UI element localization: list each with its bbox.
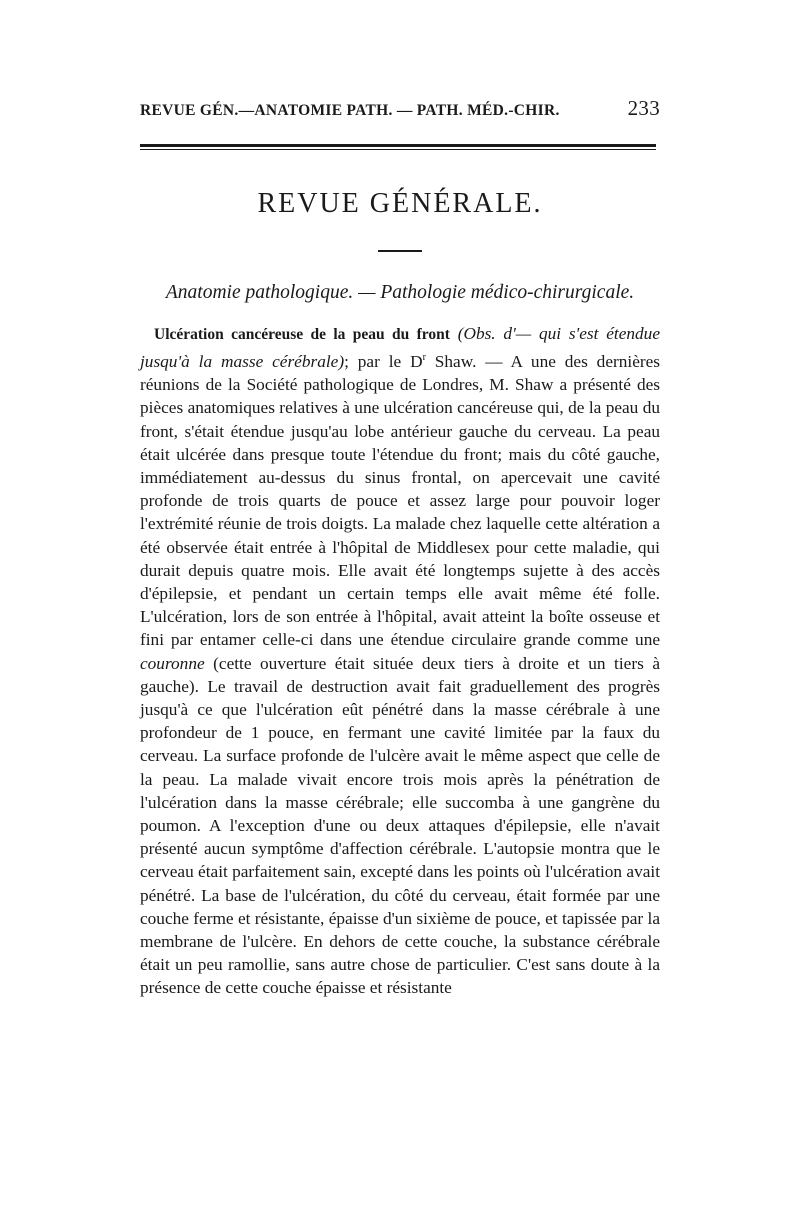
byline-prefix: ; par le D [344,351,423,371]
running-title: REVUE GÉN.—ANATOMIE PATH. — PATH. MÉD.-CHIR. [140,102,560,119]
article-reference: (Obs. d'— qui s'est étendue jusqu'à la masse cérébrale) [140,324,660,371]
byline-name: Shaw. — [425,351,511,371]
page [140,96,660,1017]
byline-sup: r [422,352,426,364]
title-divider [378,250,422,252]
section-title: REVUE GÉNÉRALE. [257,188,543,219]
header-rule [140,144,656,150]
article-text-part2: (cette ouverture était située deux tiers à droite et un tiers à gauche). Le travail de destruction avait fait graduellement des progrès jusqu'à ce que l'ulcération eût pénétré dans la masse cérébrale à une profondeur de 1 pouce, en fermant une cavité limitée par la faux du cerveau. La surface profonde de l'ulcère avait le même aspect que celle de la peau. La malade vivait encore trois mois après la pénétration de l'ulcération dans la masse cérébrale; elle succomba à une gangrène du poumon. A l'exception d'une ou deux attaques d'épilepsie, elle n'avait présenté aucun symptôme d'affection cérébrale. L'autopsie montra que le cerveau était parfaitement sain, excepté dans les points où l'ulcération avait pénétré. La base de l'ulcération, du côté du cerveau, était formée par une couche ferme et résistante, épaisse d'un sixième de pouce, et tapissée par la membrane de l'ulcère. En dehors de cette couche, la substance cérébrale était un peu ramollie, sans autre chose de particulier. C'est sans doute à la présence de cette couche épaisse et résistante [140,653,660,998]
page-number: 233 [627,96,660,120]
article-text-emphasis: couronne [140,653,205,673]
article-paragraph [140,322,660,1000]
running-head [140,96,660,122]
article-title: Ulcération cancéreuse de la peau du front [154,326,450,343]
section-subtitle: Anatomie pathologique. — Pathologie médico-chirurgicale. [165,282,635,303]
article-text-part1: A une des dernières réunions de la Société pathologique de Londres, M. Shaw a présenté des pièces anatomiques relatives à une ulcération cancéreuse qui, de la peau du front, s'était étendue jusqu'au lobe antérieur gauche du cerveau. La peau était ulcérée dans presque toute l'étendue du front; mais du côté gauche, immédiatement au-dessus du sinus frontal, on apercevait une cavité profonde de trois quarts de pouce et assez large pour pouvoir loger l'extrémité réunie de trois doigts. La malade chez laquelle cette altération a été observée était entrée à l'hôpital de Middlesex pour cette maladie, qui durait depuis quatre mois. Elle avait été longtemps sujette à des accès d'épilepsie, et pendant un certain temps elle avait même été folle. L'ulcération, lors de son entrée à l'hôpital, avait atteint la boîte osseuse et fini par entamer celle-ci dans une étendue circulaire grande comme une [140,351,661,650]
